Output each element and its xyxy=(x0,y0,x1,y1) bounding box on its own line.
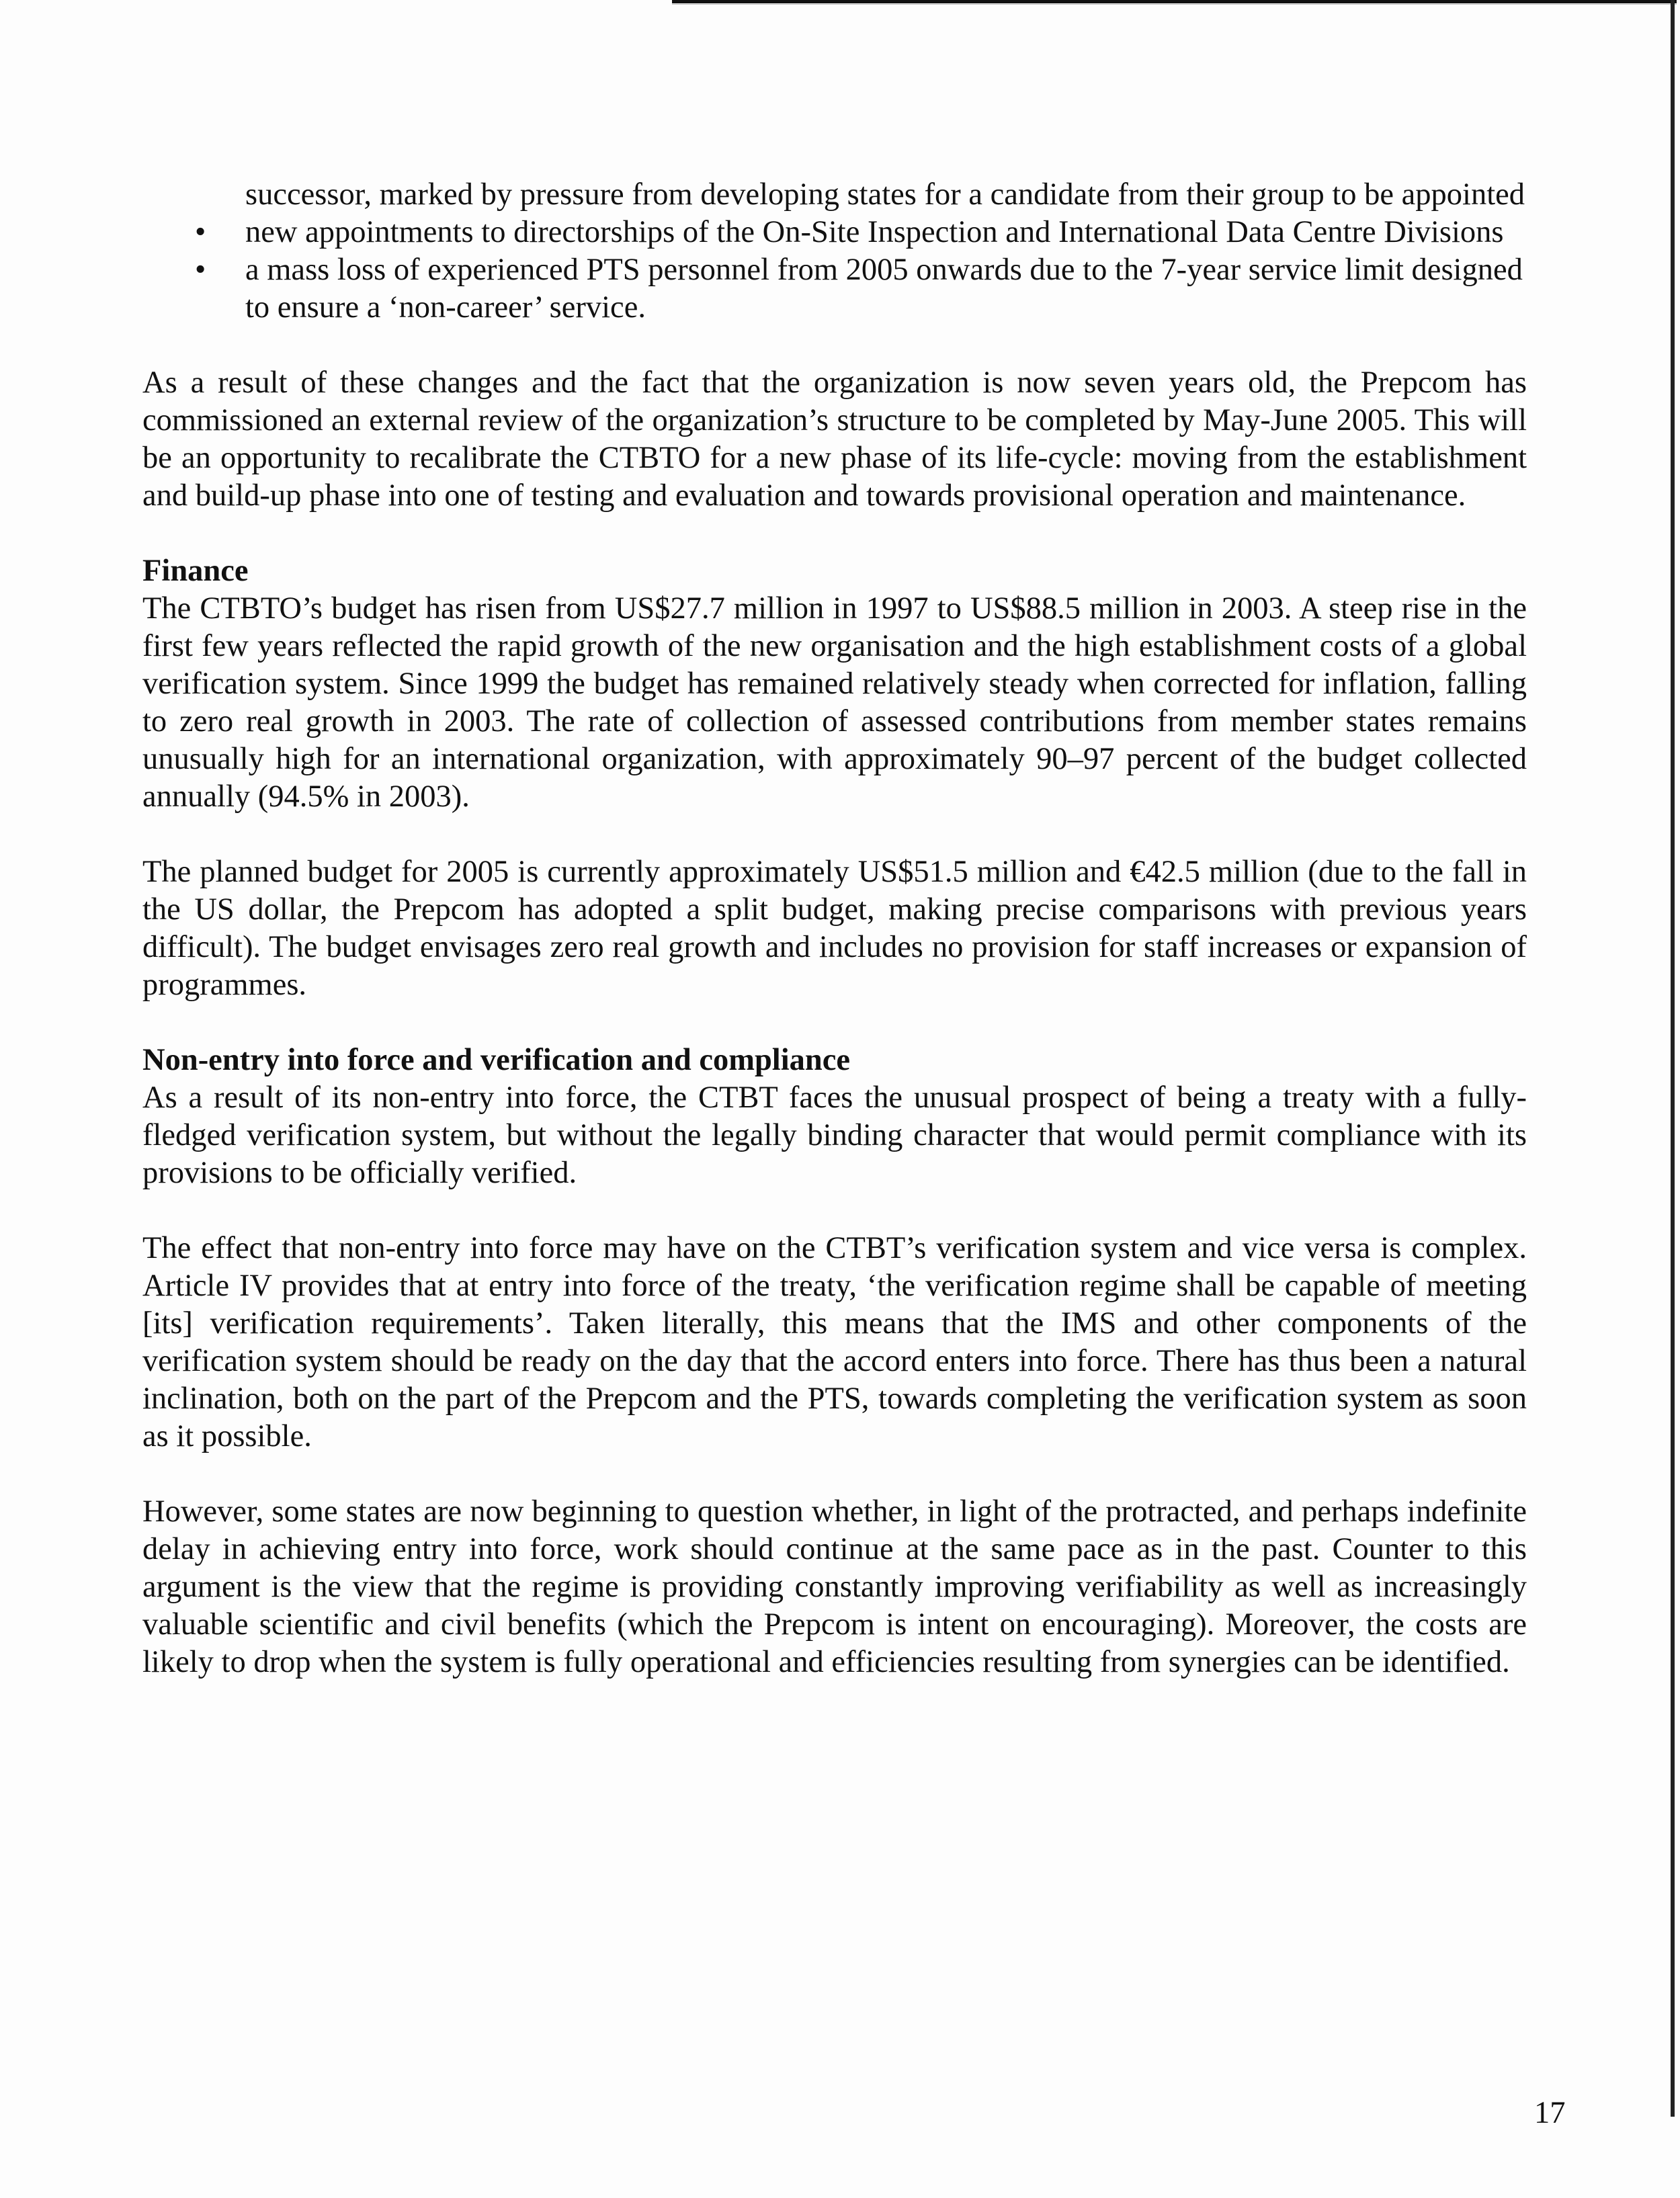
right-border-line xyxy=(1671,0,1675,2117)
non-entry-paragraph: As a result of its non-entry into force, the CTBT faces the unusual prospect of being a treaty with a fully-fledged verification system, but without the legally binding character that would permit compliance with its provisions to be officially verified. xyxy=(142,1081,1527,1190)
non-entry-paragraph: The effect that non-entry into force may have on the CTBT’s verification system and vice versa is complex. Article IV provides that at entry into force of the treaty, ‘the verification regime shall be capable of meeting [its] verification requirements’. Taken literally, this means that the IMS and other components of the verification system should be ready on the day that the accord enters into force. There has thus been a natural inclination, both on the part of the Prepcom and the PTS, towards completing the verification system as soon as it possible. xyxy=(142,1231,1527,1453)
bullet-item xyxy=(142,214,1527,251)
bullet-icon: • xyxy=(195,215,206,249)
bullet-text: new appointments to directorships of the On-Site Inspection and International Data Centre Divisions xyxy=(245,215,1504,249)
bullet-text: a mass loss of experienced PTS personnel from 2005 onwards due to the 7-year service limit designed to ensure a ‘non-career’ service. xyxy=(245,253,1523,325)
top-border-line xyxy=(672,0,1677,3)
bullet-item xyxy=(142,251,1527,327)
bullet-continuation: successor, marked by pressure from developing states for a candidate from their group to be appointed xyxy=(245,177,1525,212)
page-number: 17 xyxy=(1534,2096,1566,2130)
top-border-line-shadow xyxy=(672,4,1677,5)
bullet-icon: • xyxy=(195,253,206,287)
bullet-list xyxy=(142,176,1527,327)
page-content xyxy=(142,176,1527,1719)
finance-paragraph: The CTBTO’s budget has risen from US$27.7 million in 1997 to US$88.5 million in 2003. A steep rise in the first few years reflected the rapid growth of the new organisation and the high establishment costs of a global verification system. Since 1999 the budget has remained relatively steady when corrected for inflation, falling to zero real growth in 2003. The rate of collection of assessed contributions from member states remains unusually high for an international organization, with approximately 90–97 percent of the budget collected annually (94.5% in 2003). xyxy=(142,591,1527,814)
non-entry-paragraph: However, some states are now beginning to question whether, in light of the protracted, and perhaps indefinite delay in achieving entry into force, work should continue at the same pace as in the past. Counter to this argument is the view that the regime is providing constantly improving verifiability as well as increasingly valuable scientific and civil benefits (which the Prepcom is intent on encouraging). Moreover, the costs are likely to drop when the system is fully operational and efficiencies resulting from synergies can be identified. xyxy=(142,1494,1527,1679)
non-entry-heading: Non-entry into force and verification and compliance xyxy=(142,1043,851,1077)
finance-paragraph: The planned budget for 2005 is currently approximately US$51.5 million and €42.5 million (due to the fall in the US dollar, the Prepcom has adopted a split budget, making precise comparisons with previous years difficult). The budget envisages zero real growth and includes no provision for staff increases or expansion of programmes. xyxy=(142,855,1527,1002)
intro-paragraph: As a result of these changes and the fact that the organization is now seven years old, the Prepcom has commissioned an external review of the organization’s structure to be completed by May-June 2005. This will be an opportunity to recalibrate the CTBTO for a new phase of its life-cycle: moving from the establishment and build-up phase into one of testing and evaluation and towards provisional operation and maintenance. xyxy=(142,366,1527,513)
finance-heading: Finance xyxy=(142,554,249,588)
